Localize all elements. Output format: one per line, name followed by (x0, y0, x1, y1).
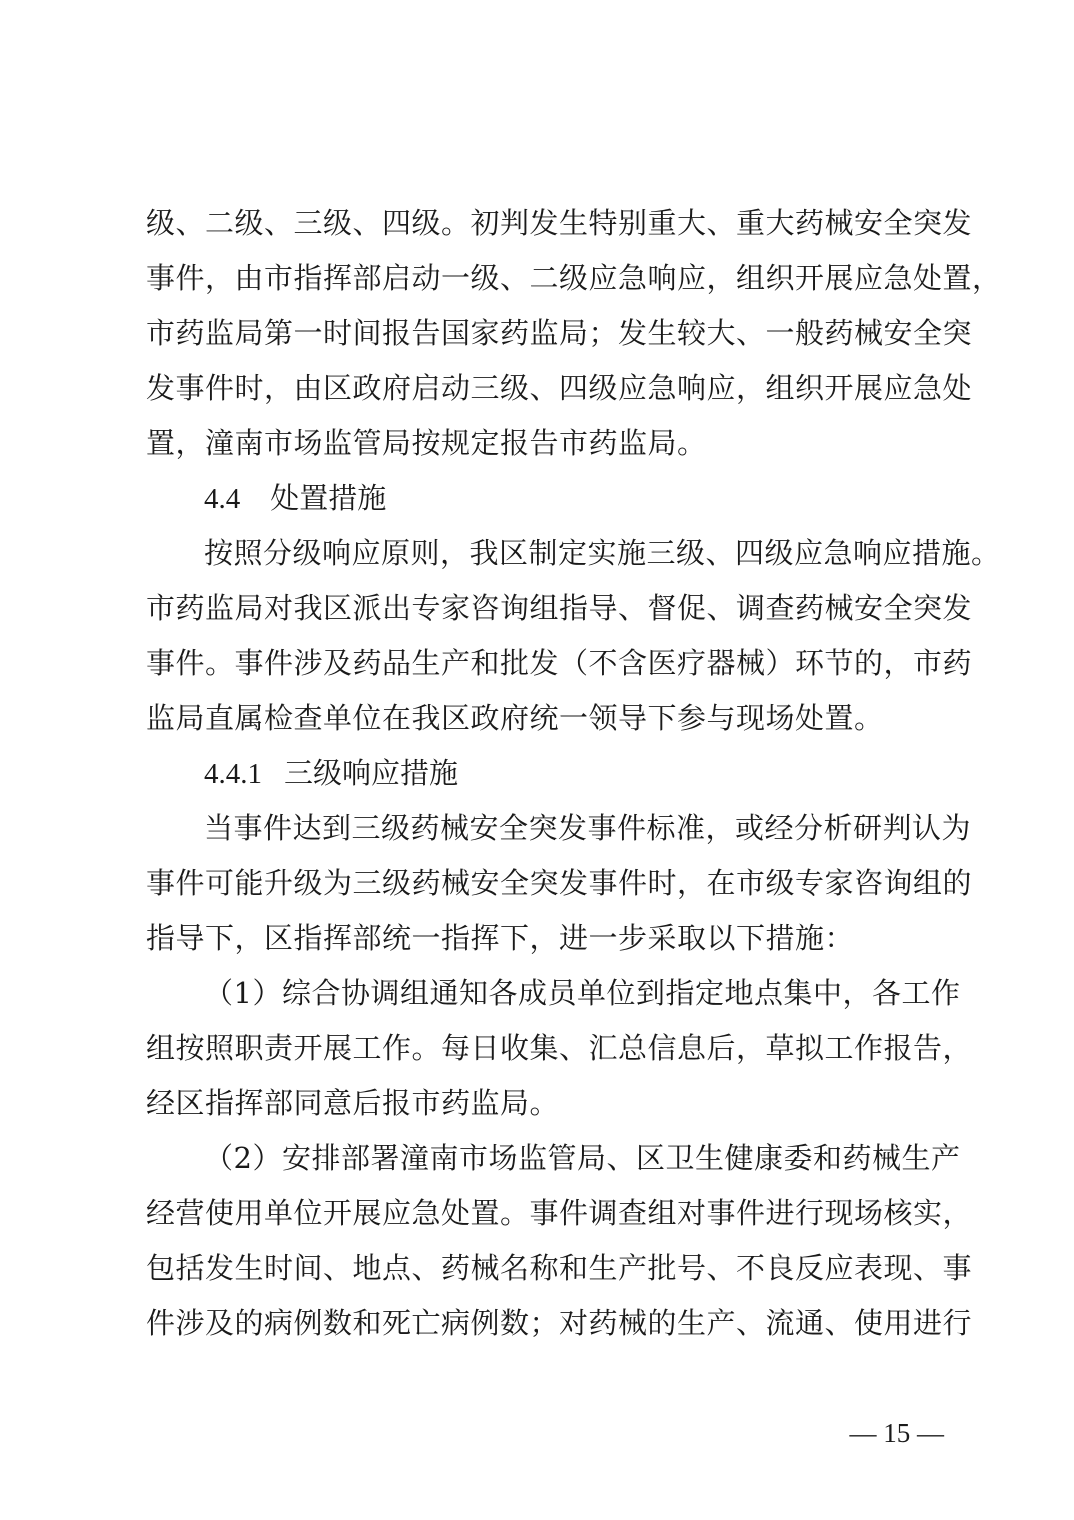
paragraph-c-line-1: 当事件达到三级药械安全突发事件标准，或经分析研判认为 (204, 811, 972, 845)
section-heading-4-4-1 (204, 753, 458, 794)
paragraph-b-line-4: 监局直属检查单位在我区政府统一领导下参与现场处置。 (146, 701, 884, 735)
subsection-title: 三级响应措施 (284, 756, 459, 790)
paragraph-e-line-4: 件涉及的病例数和死亡病例数；对药械的生产、流通、使用进行 (146, 1306, 973, 1340)
paragraph-d-line-2: 组按照职责开展工作。每日收集、汇总信息后，草拟工作报告， (146, 1031, 973, 1065)
paragraph-e-line-2: 经营使用单位开展应急处置。事件调查组对事件进行现场核实， (146, 1196, 973, 1230)
paragraph-c-line-2: 事件可能升级为三级药械安全突发事件时，在市级专家咨询组的 (146, 866, 973, 900)
paragraph-e-line-3: 包括发生时间、地点、药械名称和生产批号、不良反应表现、事 (146, 1251, 973, 1285)
section-title: 处置措施 (270, 481, 387, 515)
paragraph-d-line-3: 经区指挥部同意后报市药监局。 (146, 1086, 560, 1120)
paragraph-c-line-3: 指导下，区指挥部统一指挥下，进一步采取以下措施： (146, 921, 855, 955)
paragraph-e-line-1: （2）安排部署潼南市场监管局、区卫生健康委和药械生产 (204, 1141, 961, 1175)
paragraph-a-line-3: 市药监局第一时间报告国家药监局；发生较大、一般药械安全突 (146, 316, 973, 350)
paragraph-d-line-1: （1）综合协调组通知各成员单位到指定地点集中，各工作 (204, 976, 961, 1010)
paragraph-b-line-1: 按照分级响应原则，我区制定实施三级、四级应急响应措施。 (204, 536, 1001, 570)
paragraph-b-line-2: 市药监局对我区派出专家咨询组指导、督促、调查药械安全突发 (146, 591, 973, 625)
paragraph-a-line-4: 发事件时，由区政府启动三级、四级应急响应，组织开展应急处 (146, 371, 973, 405)
section-heading-4-4 (204, 478, 386, 519)
paragraph-a-line-2: 事件，由市指挥部启动一级、二级应急响应，组织开展应急处置， (146, 261, 1002, 295)
paragraph-a-line-1: 级、二级、三级、四级。初判发生特别重大、重大药械安全突发 (146, 206, 973, 240)
page-number: — 15 — (849, 1418, 944, 1448)
section-number: 4.4 (204, 483, 241, 515)
subsection-number: 4.4.1 (204, 758, 262, 790)
paragraph-a-line-5: 置，潼南市场监管局按规定报告市药监局。 (146, 426, 707, 460)
paragraph-b-line-3: 事件。事件涉及药品生产和批发（不含医疗器械）环节的，市药 (146, 646, 973, 680)
